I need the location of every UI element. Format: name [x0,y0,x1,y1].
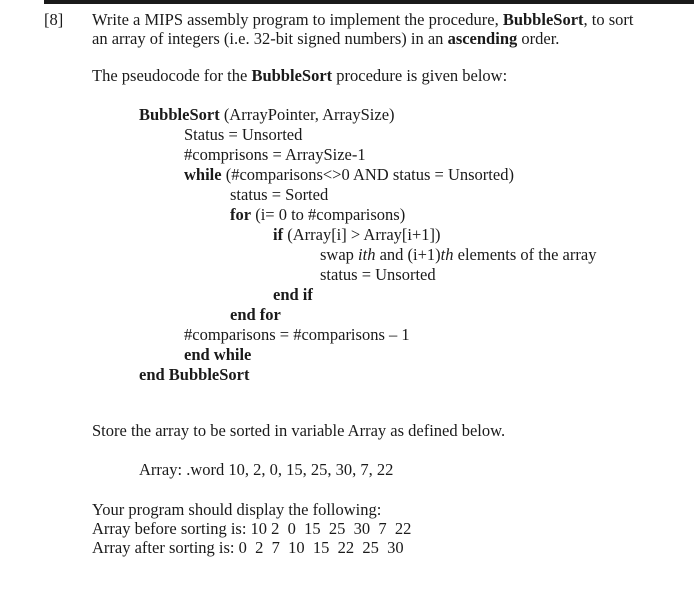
pseudo-line-3: #comprisons = ArraySize-1 [184,145,366,164]
swap-th: th [440,245,454,264]
pseudo-line-8 [320,245,596,265]
output-heading: Your program should display the following: [92,500,382,519]
output-after-line: Array after sorting is: 0 2 7 10 15 22 25 30 [92,538,404,557]
pseudo-line-7 [273,225,441,245]
question-number: [8] [44,10,64,29]
pseudo-if-cond: (Array[i] > Array[i+1]) [283,225,441,244]
pseudo-line-14: end BubbleSort [139,365,250,384]
swap-e: elements of the array [453,245,597,264]
pseudo-line-1 [139,105,395,125]
pseudo-for-range: (i= 0 to #comparisons) [251,205,406,224]
swap-ith: ith [358,245,376,264]
pseudo-line-10: end if [273,285,313,304]
pseudo-kw-if: if [273,225,284,244]
pseudo-line-13: end while [184,345,252,364]
output-before-line: Array before sorting is: 10 2 0 15 25 30 7 22 [92,519,412,538]
pseudo-while-cond: (#comparisons<>0 AND status = Unsorted) [221,165,514,184]
intro-text-b: , to sort [583,10,634,29]
pseudo-line-9: status = Unsorted [320,265,436,284]
swap-a: swap [320,245,359,264]
pseudo-params: (ArrayPointer, ArraySize) [219,105,395,124]
question-intro-line2 [92,29,559,49]
pseudo-line-11: end for [230,305,281,324]
top-rule [44,0,694,4]
pseudo-line-4 [184,165,514,185]
pseudo-intro-a: The pseudocode for the [92,66,252,85]
pseudo-intro-b: procedure is given below: [332,66,508,85]
pseudo-kw-for: for [230,205,252,224]
pseudo-line-6 [230,205,405,225]
array-definition: Array: .word 10, 2, 0, 15, 25, 30, 7, 22 [139,460,394,479]
intro-proc-name: BubbleSort [502,10,584,29]
swap-c: and (i+1) [375,245,441,264]
intro2-bold: ascending [447,29,518,48]
question-intro-line1 [92,10,633,30]
pseudo-kw-while: while [184,165,222,184]
intro2-text-a: an array of integers (i.e. 32-bit signed numbers) in an [92,29,448,48]
intro-text-a: Write a MIPS assembly program to implement the procedure, [92,10,503,29]
pseudo-line-12: #comparisons = #comparisons – 1 [184,325,410,344]
pseudocode-intro [92,66,507,86]
storage-instruction: Store the array to be sorted in variable Array as defined below. [92,421,506,440]
pseudo-line-5: status = Sorted [230,185,329,204]
pseudo-line-2: Status = Unsorted [184,125,303,144]
intro2-text-b: order. [517,29,560,48]
pseudo-intro-bold: BubbleSort [251,66,333,85]
pseudo-kw-bubblesort: BubbleSort [139,105,220,124]
